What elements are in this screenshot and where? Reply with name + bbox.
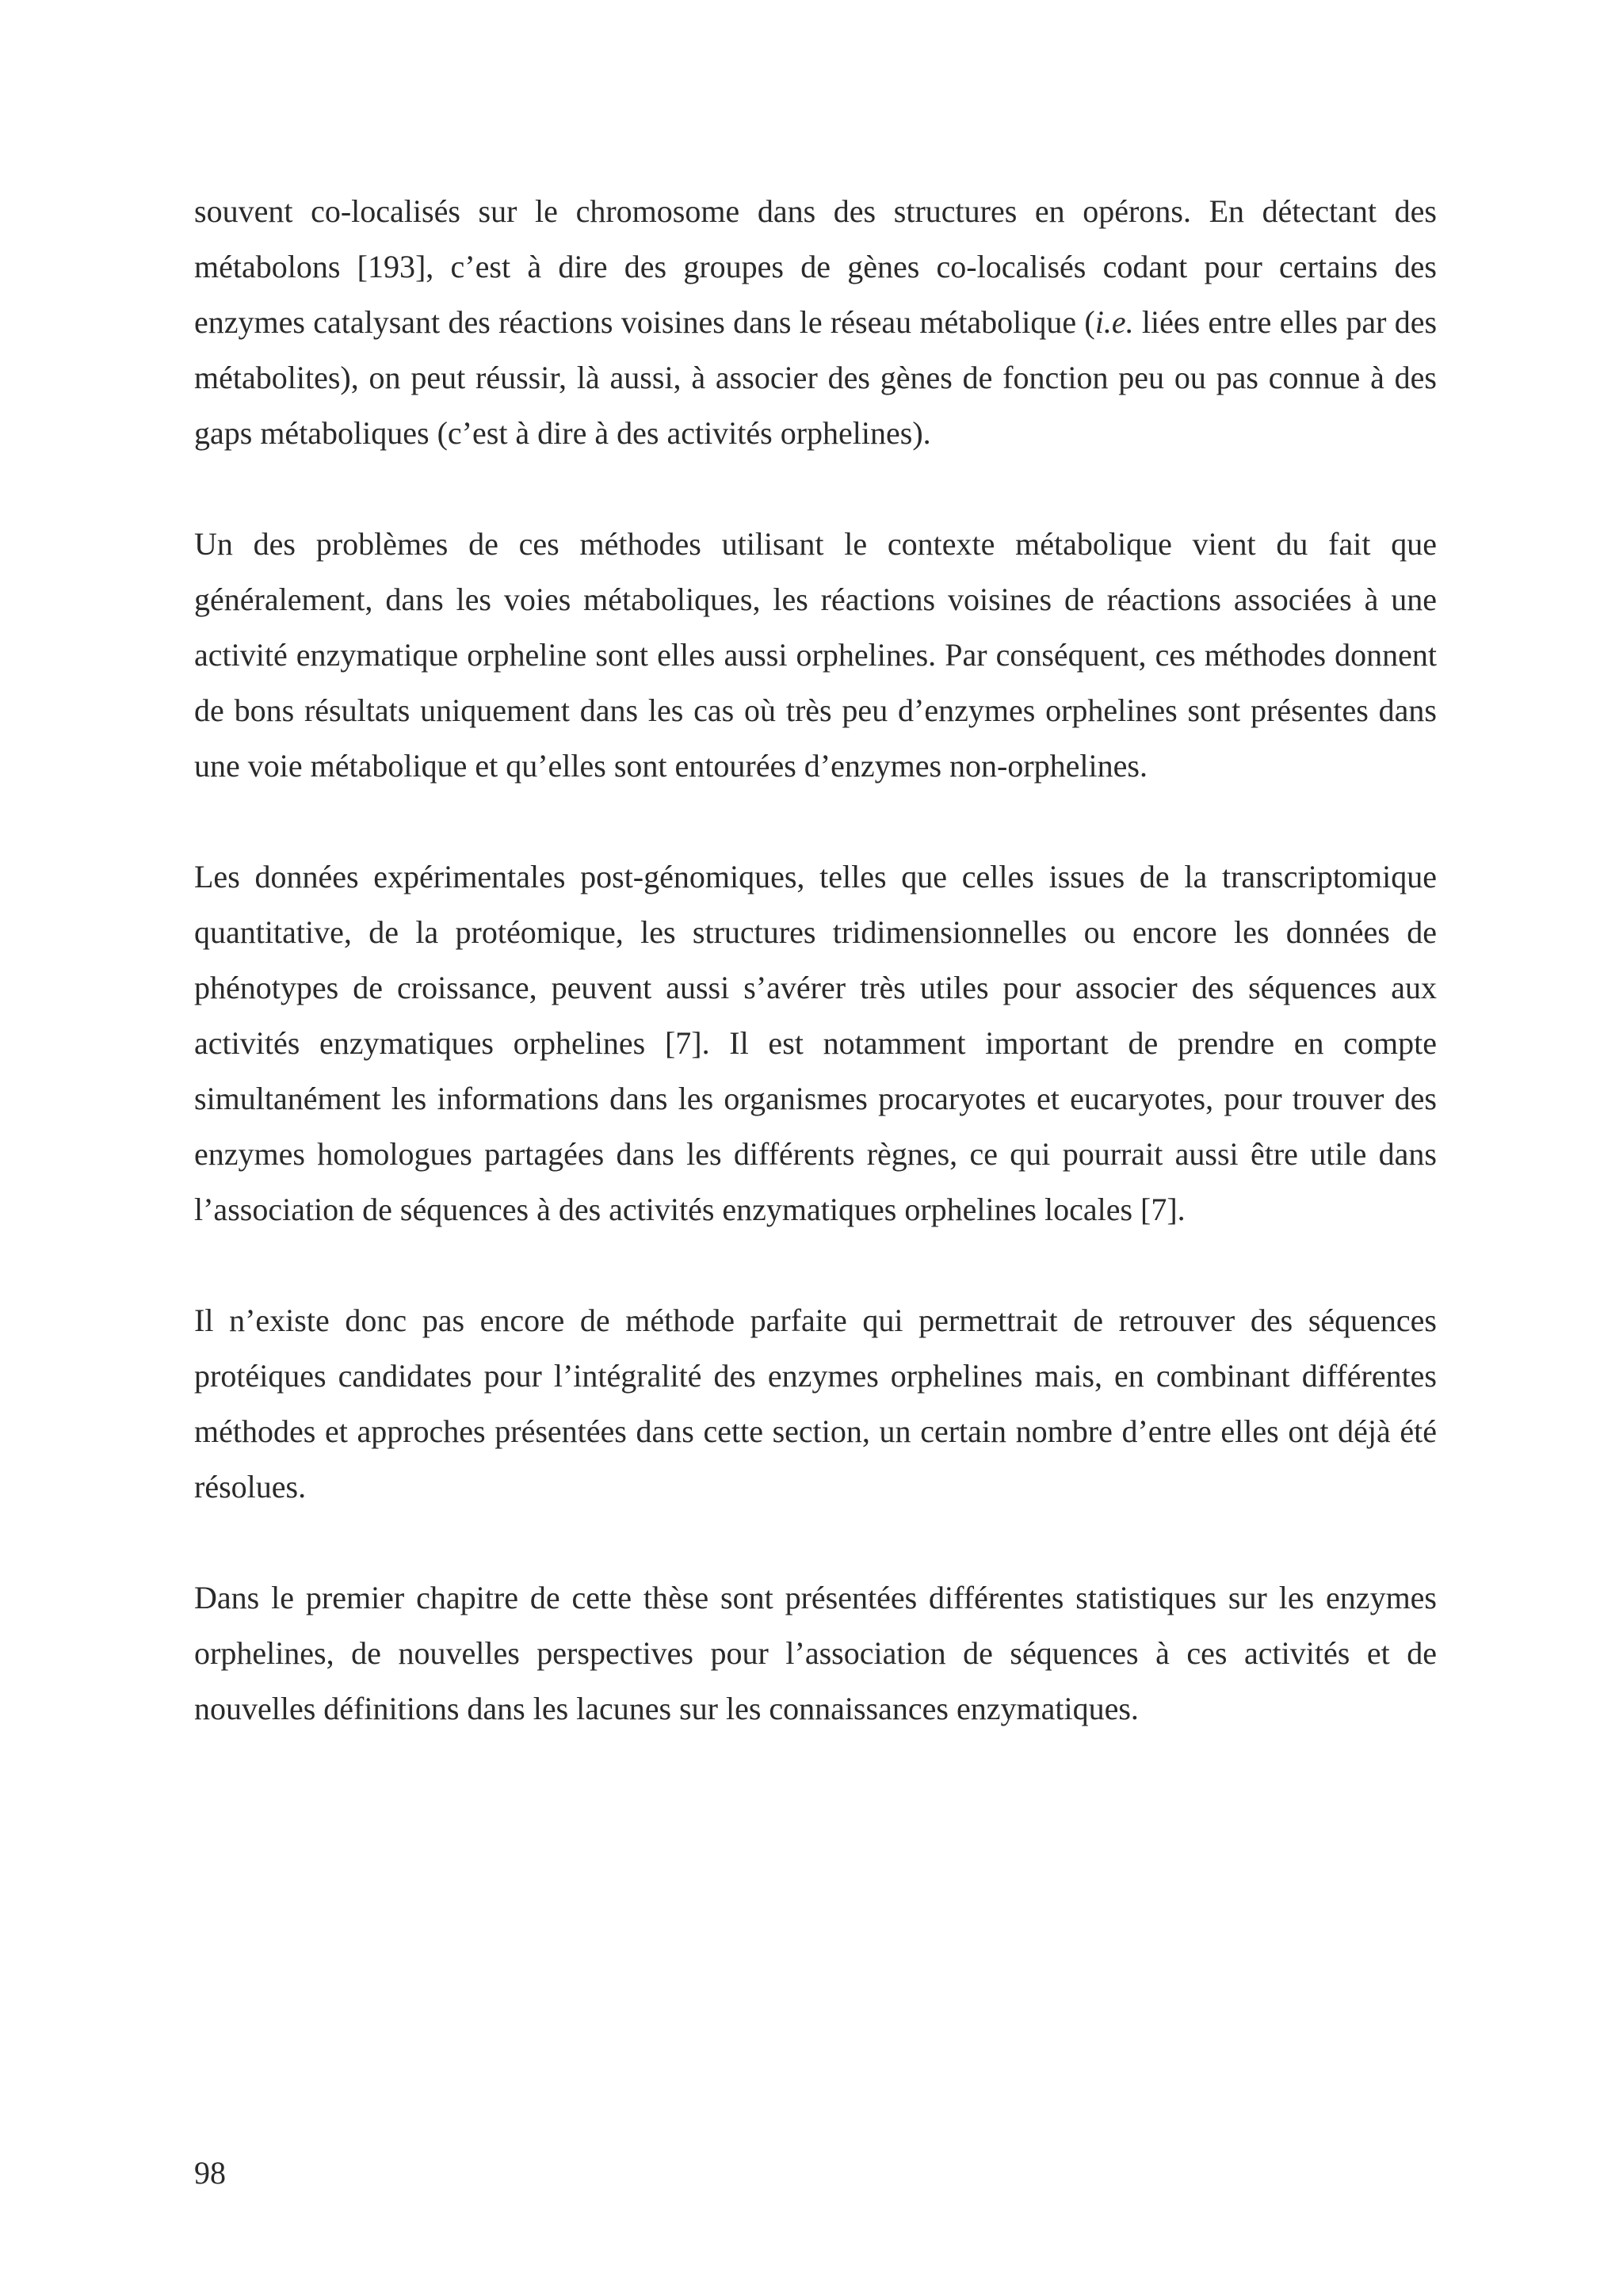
paragraph-text: Il n’existe donc pas encore de méthode parfaite qui permettrait de retrouver des séquences protéiques candidates pour l’intégralité des enzymes orphelines mais, en combinant différentes méthodes et approches présentées dans cette section, un certain nombre d’entre elles ont déjà été résolues. bbox=[194, 1302, 1437, 1505]
paragraph bbox=[194, 849, 1437, 1238]
paragraph-text: souvent co-localisés sur le chromosome dans des structures en opérons. En détectant des métabolons [193], c’est à dire des groupes de gènes co-localisés codant pour certains des enzymes catalysant des réactions voisines dans le réseau métabolique ( bbox=[194, 193, 1437, 340]
paragraph bbox=[194, 517, 1437, 794]
paragraph-text: Dans le premier chapitre de cette thèse sont présentées différentes statistiques sur les enzymes orphelines, de nouvelles perspectives pour l’association de séquences à ces activités et de nouvelles définitions dans les lacunes sur les connaissances enzymatiques. bbox=[194, 1580, 1437, 1726]
italic-abbreviation: i.e. bbox=[1094, 304, 1134, 340]
paragraph-text: Un des problèmes de ces méthodes utilisant le contexte métabolique vient du fait que généralement, dans les voies métaboliques, les réactions voisines de réactions associées à une activité enzymatique orpheline sont elles aussi orphelines. Par conséquent, ces méthodes donnent de bons résultats uniquement dans les cas où très peu d’enzymes orphelines sont présentes dans une voie métabolique et qu’elles sont entourées d’enzymes non-orphelines. bbox=[194, 526, 1437, 784]
page-number: 98 bbox=[194, 2155, 226, 2191]
body-text bbox=[194, 184, 1437, 1737]
paragraph-text: Les données expérimentales post-génomiques, telles que celles issues de la transcriptomique quantitative, de la protéomique, les structures tridimensionnelles ou encore les données de phénotypes de croissance, peuvent aussi s’avérer très utiles pour associer des séquences aux activités enzymatiques orphelines [7]. Il est notamment important de prendre en compte simultanément les informations dans les organismes procaryotes et eucaryotes, pour trouver des enzymes homologues partagées dans les différents règnes, ce qui pourrait aussi être utile dans l’association de séquences à des activités enzymatiques orphelines locales [7]. bbox=[194, 859, 1437, 1227]
paragraph-text: liées entre elles par des métabolites), on peut réussir, là aussi, à associer des gènes de fonction peu ou pas connue à des gaps métaboliques (c’est à dire à des activités orphelines). bbox=[194, 304, 1438, 451]
paragraph bbox=[194, 1293, 1437, 1515]
paragraph bbox=[194, 184, 1437, 461]
paragraph bbox=[194, 1570, 1437, 1737]
